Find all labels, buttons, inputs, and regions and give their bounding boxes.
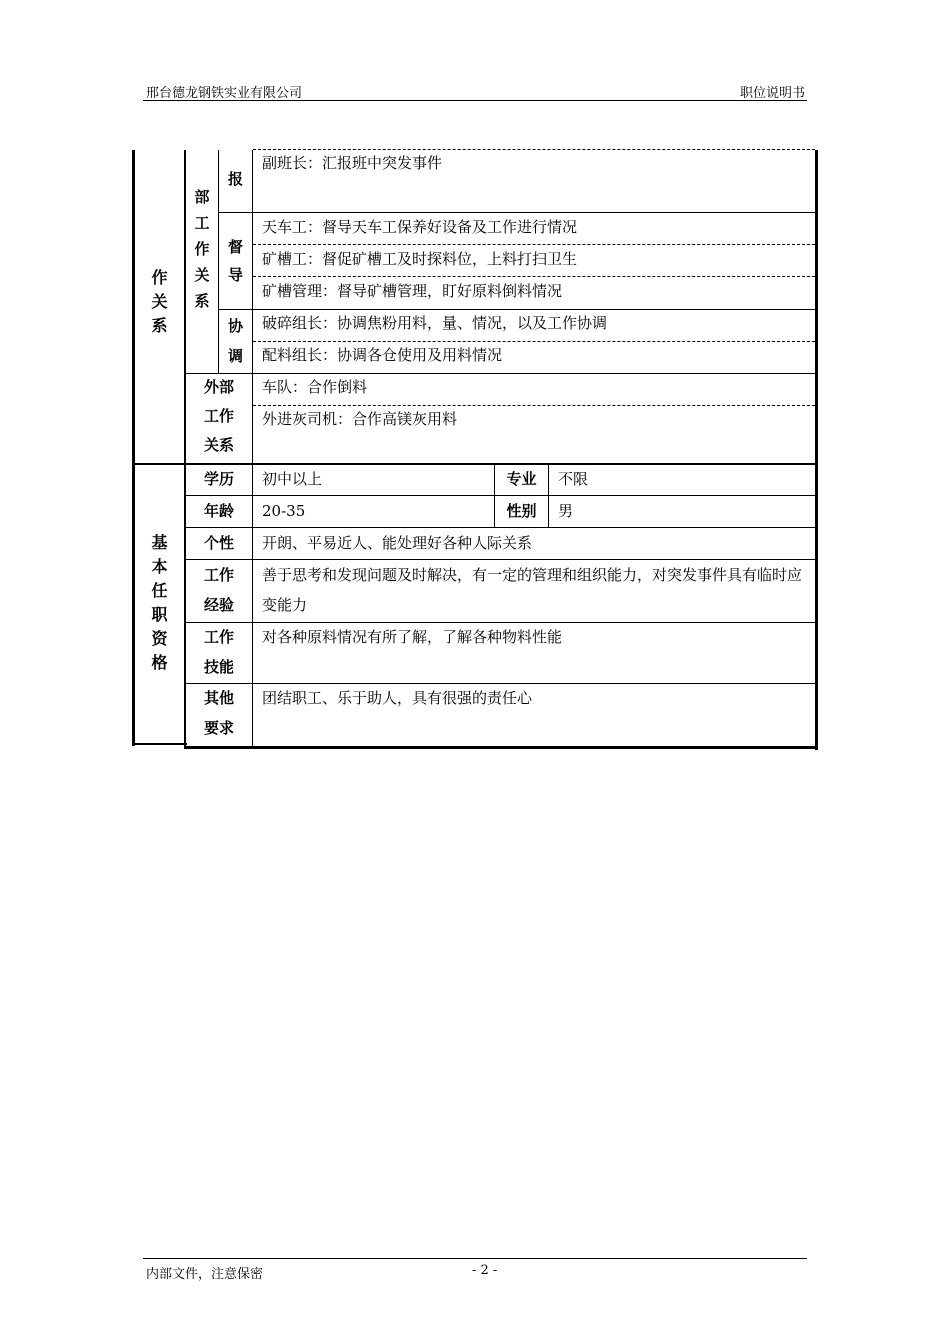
external-item: 外进灰司机：合作高镁灰用料 <box>262 410 458 428</box>
page-number: - 2 - <box>472 1263 498 1278</box>
other-requirements-label: 其他 要求 <box>203 689 234 737</box>
work-relations-title: 作 关 系 <box>151 268 168 335</box>
experience-value: 善于思考和发现问题及时解决，有一定的管理和组织能力，对突发事件具有临时应变能力 <box>262 566 803 614</box>
gender-label: 性别 <box>506 502 537 520</box>
age-value: 20-35 <box>262 502 306 520</box>
supervise-label: 督 导 <box>227 238 243 284</box>
report-item: 副班长：汇报班中突发事件 <box>262 154 443 172</box>
footer-rule <box>143 1258 807 1259</box>
personality-label: 个性 <box>203 534 234 552</box>
supervise-item: 矿槽管理：督导矿槽管理，盯好原料倒料情况 <box>262 282 563 300</box>
coordinate-label: 协 调 <box>227 317 243 365</box>
supervise-item: 矿槽工：督促矿槽工及时探料位，上料打扫卫生 <box>262 250 578 268</box>
skills-label: 工作 技能 <box>203 628 234 676</box>
experience-label: 工作 经验 <box>203 566 234 614</box>
education-value: 初中以上 <box>262 470 323 488</box>
major-value: 不限 <box>558 470 589 488</box>
report-label: 报 <box>227 170 243 188</box>
qualifications-title: 基 本 任 职 资 格 <box>151 533 168 672</box>
major-label: 专业 <box>506 470 537 488</box>
skills-value: 对各种原料情况有所了解，了解各种物料性能 <box>262 628 563 646</box>
footer-note: 内部文件，注意保密 <box>146 1267 264 1282</box>
other-requirements-value: 团结职工、乐于助人，具有很强的责任心 <box>262 689 533 707</box>
personality-value: 开朗、平易近人、能处理好各种人际关系 <box>262 534 533 552</box>
external-item: 车队：合作倒料 <box>262 378 368 396</box>
company-name: 邢台德龙钢铁实业有限公司 <box>146 86 303 101</box>
coordinate-item: 配料组长：协调各仓使用及用料情况 <box>262 346 503 364</box>
internal-relations-label: 部 工 作 关 系 <box>194 188 210 310</box>
document-type: 职位说明书 <box>739 86 805 101</box>
supervise-item: 天车工：督导天车工保养好设备及工作进行情况 <box>262 218 578 236</box>
coordinate-item: 破碎组长：协调焦粉用料，量、情况，以及工作协调 <box>262 314 608 332</box>
gender-value: 男 <box>558 502 574 520</box>
external-relations-label: 外部 工作 关系 <box>203 378 234 454</box>
education-label: 学历 <box>203 470 234 488</box>
age-label: 年龄 <box>203 502 234 520</box>
